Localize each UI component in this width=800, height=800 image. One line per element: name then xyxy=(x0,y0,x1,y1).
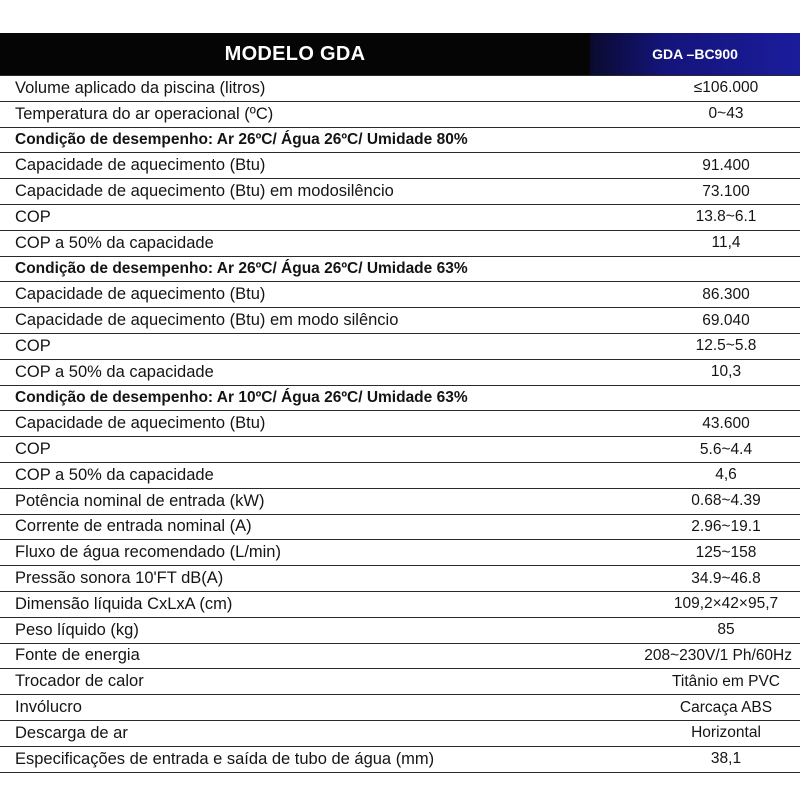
spec-label: COP xyxy=(15,207,51,226)
table-row xyxy=(0,102,800,128)
table-row xyxy=(0,360,800,386)
spec-value: 73.100 xyxy=(702,182,750,200)
spec-label: Fonte de energia xyxy=(15,646,140,665)
spec-label: Fluxo de água recomendado (L/min) xyxy=(15,543,281,562)
condition-row xyxy=(0,128,800,154)
spec-label: Volume aplicado da piscina (litros) xyxy=(15,78,266,97)
spec-label: Capacidade de aquecimento (Btu) em modosilêncio xyxy=(15,182,394,201)
condition-label: Condição de desempenho: Ar 10ºC/ Água 26ºC/ Umidade 63% xyxy=(15,388,468,406)
table-row xyxy=(0,592,800,618)
spec-label: Capacidade de aquecimento (Btu) xyxy=(15,285,266,304)
spec-value: 2.96~19.1 xyxy=(691,517,761,535)
table-row xyxy=(0,437,800,463)
condition-row xyxy=(0,257,800,283)
spec-label: Temperatura do ar operacional (ºC) xyxy=(15,104,274,123)
spec-value: Titânio em PVC xyxy=(672,672,780,690)
spec-label: Peso líquido (kg) xyxy=(15,620,139,639)
condition-label: Condição de desempenho: Ar 26ºC/ Água 26ºC/ Umidade 63% xyxy=(15,259,468,277)
table-row xyxy=(0,179,800,205)
table-row xyxy=(0,721,800,747)
model-title: MODELO GDA xyxy=(224,42,366,65)
spec-label: Descarga de ar xyxy=(15,723,128,742)
table-row xyxy=(0,669,800,695)
spec-value: 13.8~6.1 xyxy=(695,208,757,226)
table-row xyxy=(0,231,800,257)
spec-value: 43.600 xyxy=(702,414,750,432)
spec-value: ≤106.000 xyxy=(693,79,759,97)
table-row xyxy=(0,153,800,179)
spec-value: 0~43 xyxy=(708,105,744,123)
table-row xyxy=(0,540,800,566)
spec-label: COP xyxy=(15,440,51,459)
spec-value: 69.040 xyxy=(702,311,750,329)
spec-label: Pressão sonora 10'FT dB(A) xyxy=(15,569,224,588)
spec-value: 85 xyxy=(717,621,735,639)
spec-label: Capacidade de aquecimento (Btu) em modo silêncio xyxy=(15,311,399,330)
table-row xyxy=(0,411,800,437)
table-row xyxy=(0,76,800,102)
table-row xyxy=(0,205,800,231)
spec-value: 5.6~4.4 xyxy=(699,440,753,458)
spec-value: 10,3 xyxy=(710,363,742,381)
spec-label: Invólucro xyxy=(15,698,82,717)
spec-value: 109,2×42×95,7 xyxy=(673,595,779,613)
table-row xyxy=(0,515,800,541)
spec-value: 34.9~46.8 xyxy=(691,569,761,587)
table-row xyxy=(0,489,800,515)
condition-label: Condição de desempenho: Ar 26ºC/ Água 26ºC/ Umidade 80% xyxy=(15,130,468,148)
spec-value: 11,4 xyxy=(711,234,741,252)
spec-label: COP a 50% da capacidade xyxy=(15,465,214,484)
condition-row xyxy=(0,386,800,412)
table-row xyxy=(0,644,800,670)
spec-value: 208~230V/1 Ph/60Hz xyxy=(644,646,792,664)
table-row xyxy=(0,566,800,592)
spec-label: Capacidade de aquecimento (Btu) xyxy=(15,414,266,433)
spec-label: COP a 50% da capacidade xyxy=(15,233,214,252)
spec-value: 0.68~4.39 xyxy=(691,492,761,510)
spec-value: Horizontal xyxy=(691,724,761,742)
spec-value: 38,1 xyxy=(710,750,742,768)
spec-value: 4,6 xyxy=(715,466,737,484)
spec-label: Potência nominal de entrada (kW) xyxy=(15,491,265,510)
spec-value: 125~158 xyxy=(695,543,757,561)
spec-label: COP a 50% da capacidade xyxy=(15,362,214,381)
spec-label: Corrente de entrada nominal (A) xyxy=(15,517,252,536)
table-header xyxy=(0,33,800,75)
model-code: GDA –BC900 xyxy=(590,33,800,75)
spec-table xyxy=(0,75,800,773)
spec-label: COP xyxy=(15,336,51,355)
spec-value: 91.400 xyxy=(702,156,750,174)
table-row xyxy=(0,747,800,773)
spec-value: 86.300 xyxy=(702,285,750,303)
spec-value: 12.5~5.8 xyxy=(695,337,757,355)
table-row xyxy=(0,308,800,334)
table-row xyxy=(0,463,800,489)
table-row xyxy=(0,334,800,360)
spec-value: Carcaça ABS xyxy=(679,698,773,716)
spec-label: Especificações de entrada e saída de tubo de água (mm) xyxy=(15,749,435,768)
table-row xyxy=(0,618,800,644)
table-row xyxy=(0,282,800,308)
table-row xyxy=(0,695,800,721)
spec-label: Trocador de calor xyxy=(15,672,144,691)
spec-label: Dimensão líquida CxLxA (cm) xyxy=(15,594,233,613)
spec-label: Capacidade de aquecimento (Btu) xyxy=(15,156,266,175)
